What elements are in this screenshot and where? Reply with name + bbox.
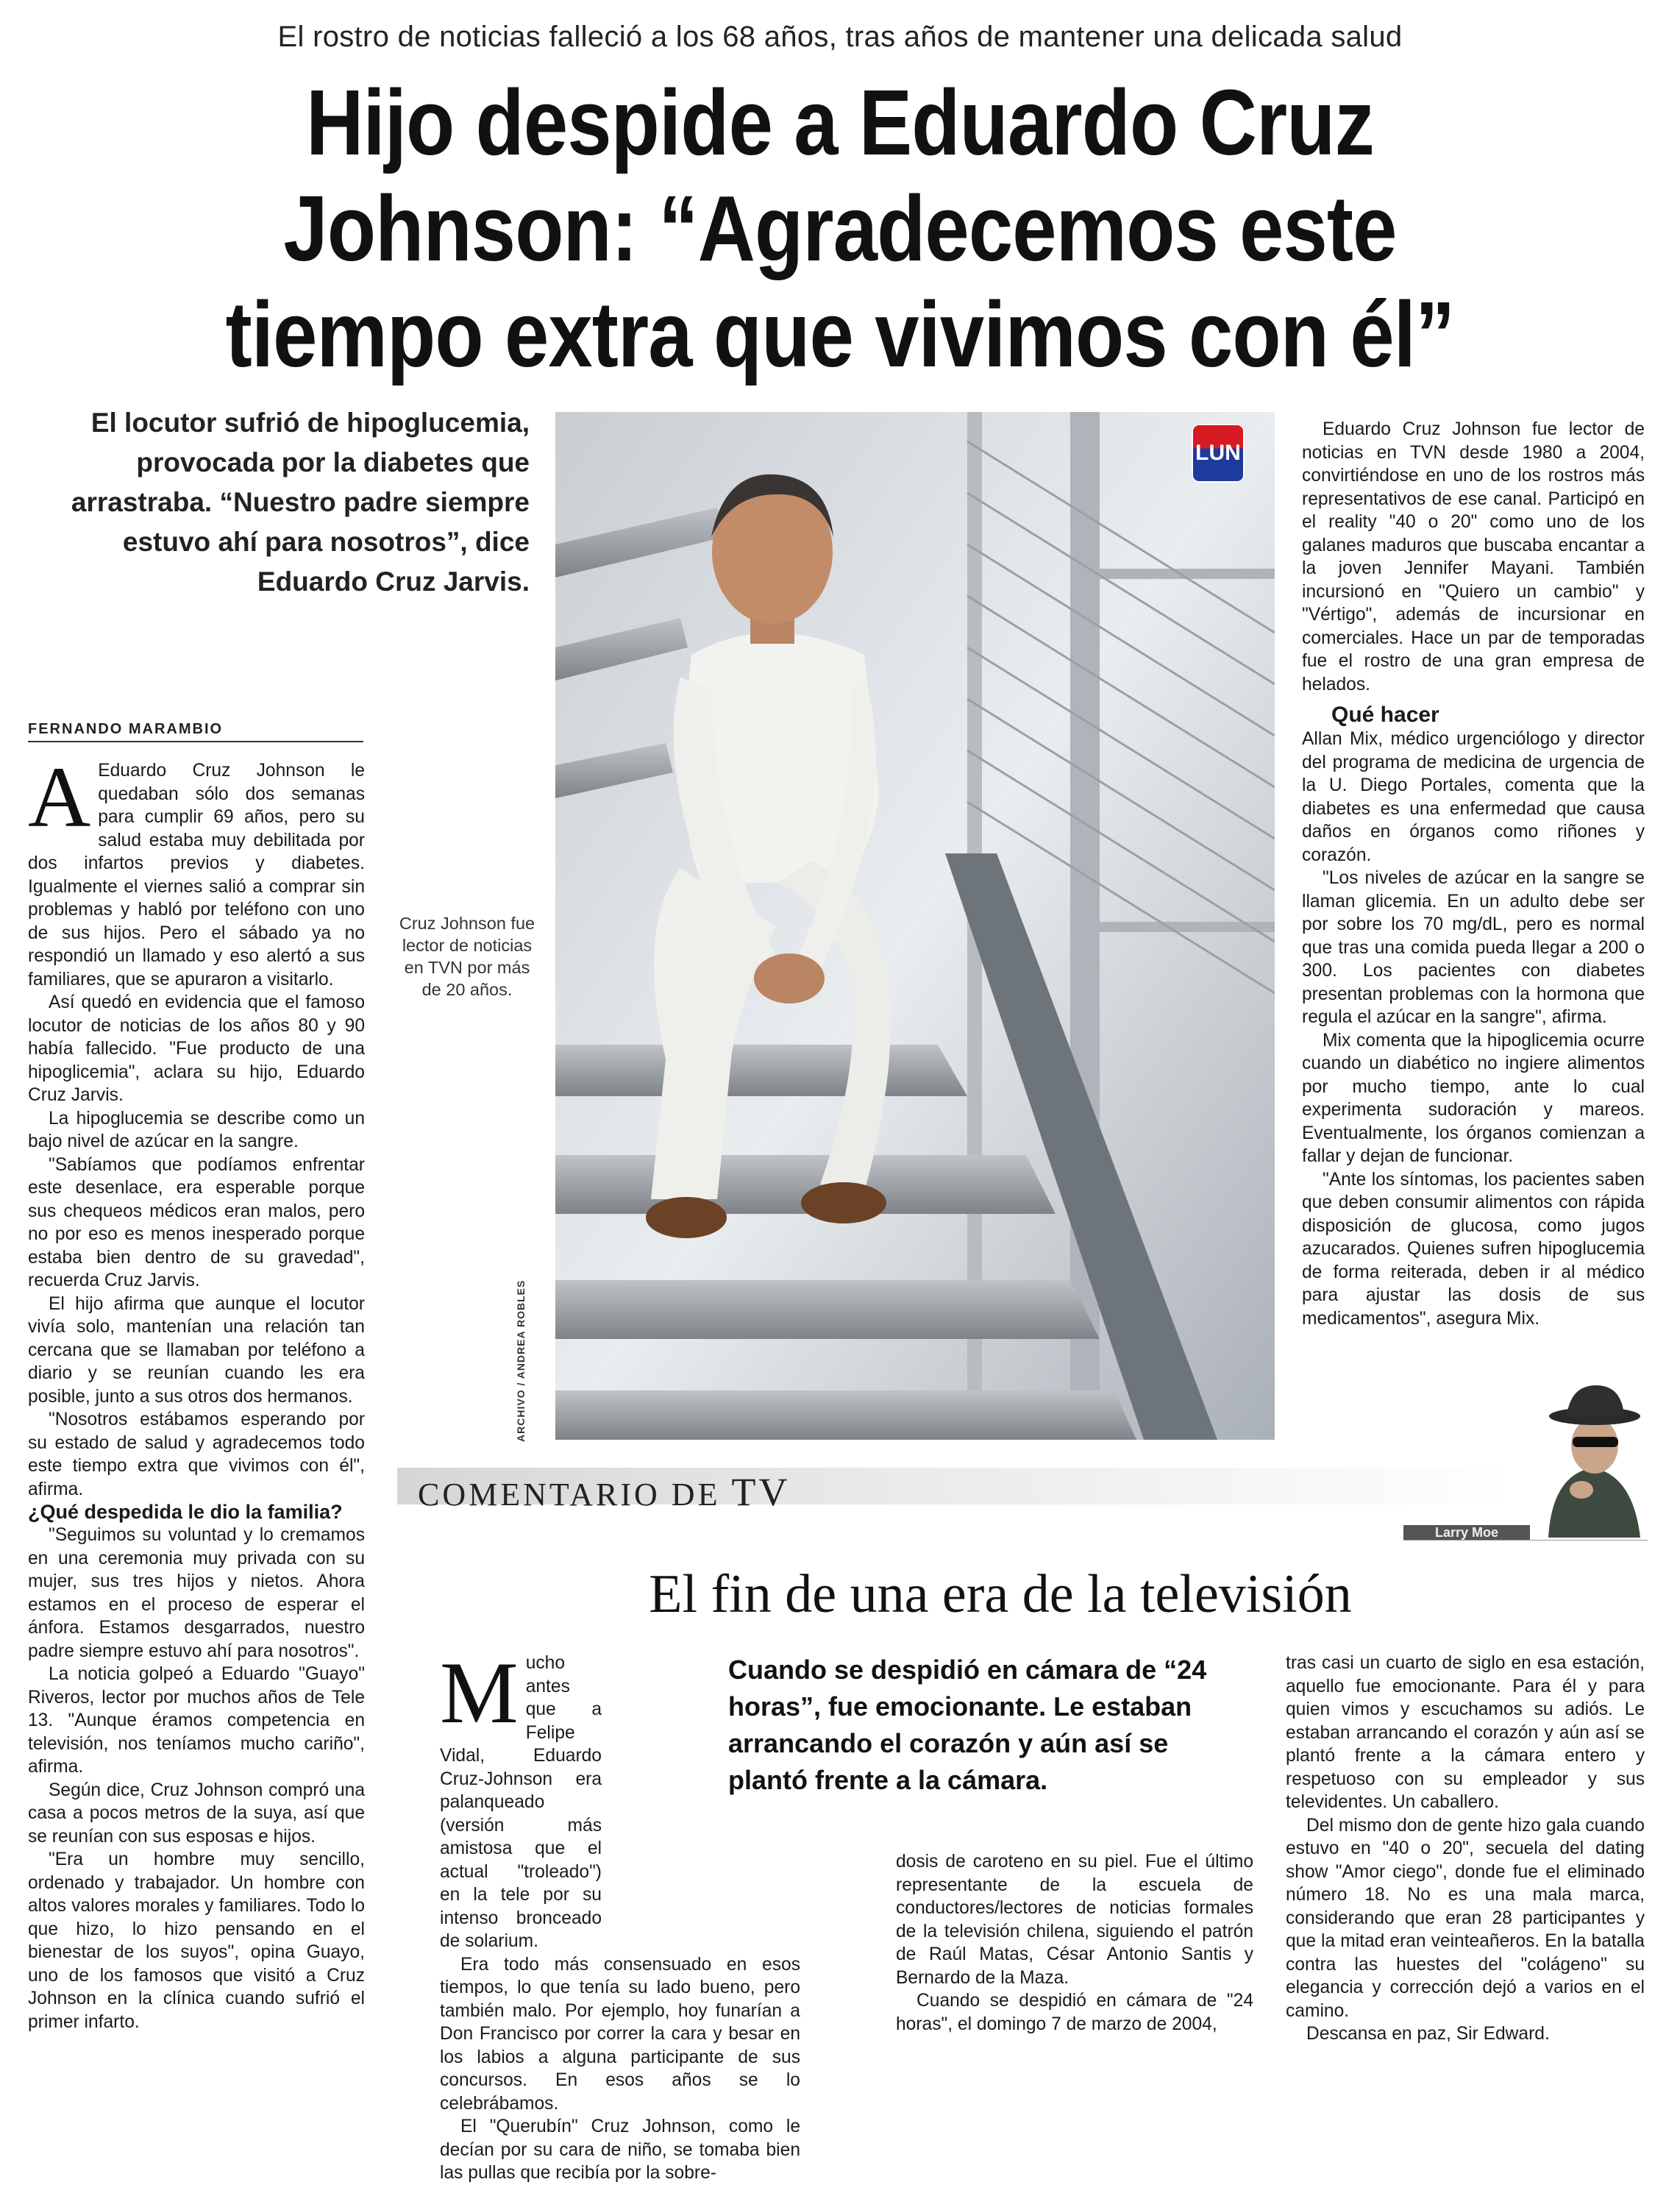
paragraph: Cuando se despidió en cámara de "24 horas", el domingo 7 de marzo de 2004, xyxy=(896,1991,1253,2034)
photo-credit: ARCHIVO / ANDREA ROBLES xyxy=(515,1279,527,1442)
left-column xyxy=(28,749,365,2033)
pull-quote: Cuando se despidió en cámara de “24 horas”, fue emocionante. Le estaban arrancando el corazón y aún así se plantó frente a la cámara. xyxy=(728,1655,1207,1795)
subhead: ¿Qué despedida le dio la familia? xyxy=(28,1501,343,1523)
column-title: El fin de una era de la televisión xyxy=(649,1564,1352,1624)
photo-illustration xyxy=(555,412,1275,1440)
section-label xyxy=(418,1469,790,1515)
paragraph: "Sabíamos que podíamos enfrentar este desenlace, era esperable porque sus chequeos médicos eran malos, pero no por eso es menos inesperado porque estaba bien dentro de su gravedad", recuerda Cruz Jarvis. xyxy=(28,1154,365,1290)
headline xyxy=(193,70,1487,388)
kicker: El rostro de noticias falleció a los 68 años, tras años de mantener una delicada salud xyxy=(277,21,1403,53)
drop-cap: A xyxy=(28,749,91,845)
columnist-illustration xyxy=(1537,1379,1648,1538)
paragraph: "Nosotros estábamos esperando por su estado de salud y agradecemos todo este tiempo extra que vivimos con él", afirma. xyxy=(28,1410,365,1499)
paragraph: La hipoglucemia se describe como un bajo nivel de azúcar en la sangre. xyxy=(28,1108,365,1151)
paragraph: tras casi un cuarto de siglo en esa estación, aquello fue emocionante. Para él y para quien vimos y escuchamos su adiós. Le estaban arrancando el corazón y aún así se plantó frente a la cámara entero y respetuoso con su empleador y sus televidentes. Un caballero. xyxy=(1286,1653,1645,1812)
photo-caption: Cruz Johnson fue lector de noticias en TVN por más de 20 años. xyxy=(399,914,535,999)
paragraph: "Los niveles de azúcar en la sangre se llaman glicemia. En un adulto debe ser por sobre los 70 mg/dL, pero es normal que tras una comida pueda llegar a 200 o 300. Los pacientes con diabetes presentan problemas con la hormona que regula el azúcar en la sangre", afirma. xyxy=(1302,868,1645,1027)
column-body-2 xyxy=(896,1850,1253,2036)
right-column xyxy=(1302,418,1645,1330)
paragraph-text: ucho antes que a Felipe Vidal, Eduardo Cruz-Johnson era palanqueado (versión más amistosa que el actual "troleado") en la tele por su intenso bronceado de solarium. xyxy=(440,1653,602,1951)
lun-logo: LUN xyxy=(1192,424,1245,483)
divider xyxy=(1403,1540,1648,1541)
paragraph: Así quedó en evidencia que el famoso locutor de noticias de los años 80 y 90 había fallecido. "Fue producto de una hipoglicemia", aclara su hijo, Eduardo Cruz Jarvis. xyxy=(28,992,365,1105)
paragraph: "Seguimos su voluntad y lo cremamos en una ceremonia muy privada con su mujer, sus tres hijos y nietos. Ahora estamos en el proceso de esperar el ánfora. Estamos desgarrados, nuestro padre siempre estuvo ahí para nosotros". xyxy=(28,1525,365,1661)
byline: FERNANDO MARAMBIO xyxy=(28,721,363,742)
deck: El locutor sufrió de hipoglucemia, provocada por la diabetes que arrastraba. “Nuestro padre siempre estuvo ahí para nosotros”, dice Eduardo Cruz Jarvis. xyxy=(71,408,530,597)
column-body-3 xyxy=(1286,1652,1645,2046)
paragraph: Era todo más consensuado en esos tiempos, lo que tenía su lado bueno, pero también malo. Por ejemplo, hoy funarían a Don Francisco por correr la cara y besar en los labios a alguna participante de sus concursos. En esos años se lo celebrábamos. xyxy=(440,1954,800,2114)
section-label-big: TV xyxy=(731,1470,791,1514)
paragraph: dosis de caroteno en su piel. Fue el último representante de la escuela de conductores/lectores de noticias formales de la televisión chilena, siguiendo el patrón de Raúl Matas, César Antonio Santis y Bernardo de la Maza. xyxy=(896,1852,1253,1988)
section-label-small: COMENTARIO DE xyxy=(418,1477,721,1513)
paragraph: La noticia golpeó a Eduardo "Guayo" Riveros, lector por muchos años de Tele 13. "Aunque éramos competencia en televisión, nos teníamos mucho cariño", afirma. xyxy=(28,1664,365,1777)
paragraph: Eduardo Cruz Johnson fue lector de noticias en TVN desde 1980 a 2004, convirtiéndose en uno de los rostros más representativos de ese canal. Participó en el reality "40 o 20" como uno de los galanes maduros que buscaba encantar a la joven Jennifer Mayani. También incursionó en "Quiero un cambio" y "Vértigo", además de incursionar en comerciales. Hace un par de temporadas fue el rostro de una gran empresa de helados. xyxy=(1302,419,1645,694)
columnist-name: Larry Moe xyxy=(1403,1525,1530,1540)
subhead: Qué hacer xyxy=(1331,703,1439,727)
paragraph: Según dice, Cruz Johnson compró una casa a pocos metros de la suya, así que se reunían con sus esposas e hijos. xyxy=(28,1780,365,1847)
headline-line-1: Hijo despide a Eduardo Cruz xyxy=(306,71,1374,174)
paragraph: El hijo afirma que aunque el locutor vivía solo, mantenían una relación tan cercana que se llamaban por teléfono a diario y se reunían cuando les era posible, junto a sus otros dos hermanos. xyxy=(28,1293,365,1407)
headline-line-2: Johnson: “Agradecemos este xyxy=(283,177,1397,280)
lead-paragraph xyxy=(28,749,365,991)
paragraph: El "Querubín" Cruz Johnson, como le decían por su cara de niño, se tomaba bien las pullas que recibía por la sobre- xyxy=(440,2117,800,2183)
drop-cap: M xyxy=(440,1644,519,1741)
paragraph: Allan Mix, médico urgenciólogo y director del programa de medicina de urgencia de la U. Diego Portales, comenta que la diabetes es una enfermedad que causa daños en órganos como riñones y corazón. xyxy=(1302,729,1645,865)
main-photo xyxy=(555,412,1275,1440)
columnist-photo xyxy=(1537,1379,1648,1538)
paragraph-text: Eduardo Cruz Johnson le quedaban sólo dos semanas para cumplir 69 años, pero su salud estaba muy debilitada por dos infartos previos y diabetes. Igualmente el viernes salió a comprar sin problemas y habló por teléfono con uno de sus hijos. Pero el sábado ya no respondió un llamado y eso alertó a sus familiares, que se apuraron a visitarlo. xyxy=(28,761,365,990)
paragraph: Descansa en paz, Sir Edward. xyxy=(1306,2024,1550,2044)
paragraph: "Ante los síntomas, los pacientes saben que deben consumir alimentos con rápida disposición de glucosa, como jugos azucarados. Quienes sufren hipoglucemia de forma reiterada, deben ir al médico para ajustar las dosis de sus medicamentos", asegura Mix. xyxy=(1302,1169,1645,1329)
paragraph: Mix comenta que la hipoglicemia ocurre cuando un diabético no ingiere alimentos por mucho tiempo, ante lo cual experimenta sudoración y mareos. Eventualmente, los órganos comienzan a fallar y dejan de funcionar. xyxy=(1302,1030,1645,1166)
headline-line-3: tiempo extra que vivimos con él” xyxy=(225,283,1455,386)
paragraph: Del mismo don de gente hizo gala cuando estuvo en "40 o 20", secuela del dating show "Amor ciego", donde fue el eliminado número 18. No es una mala marca, considerando que eran 28 participantes y que la mitad eran veinteañeros. En la batalla contra las huestes del "colágeno" su elegancia y corrección dejó a varios en el camino. xyxy=(1286,1815,1645,2021)
section-band xyxy=(397,1468,1648,1512)
paragraph: "Era un hombre muy sencillo, ordenado y trabajador. Un hombre con altos valores morales y familiares. Todo lo que hizo, lo hizo pensando en el bienestar de los suyos", opina Guayo, uno de los famosos que visitó a Cruz Johnson en la clínica cuando sufrió el primer infarto. xyxy=(28,1850,365,2032)
